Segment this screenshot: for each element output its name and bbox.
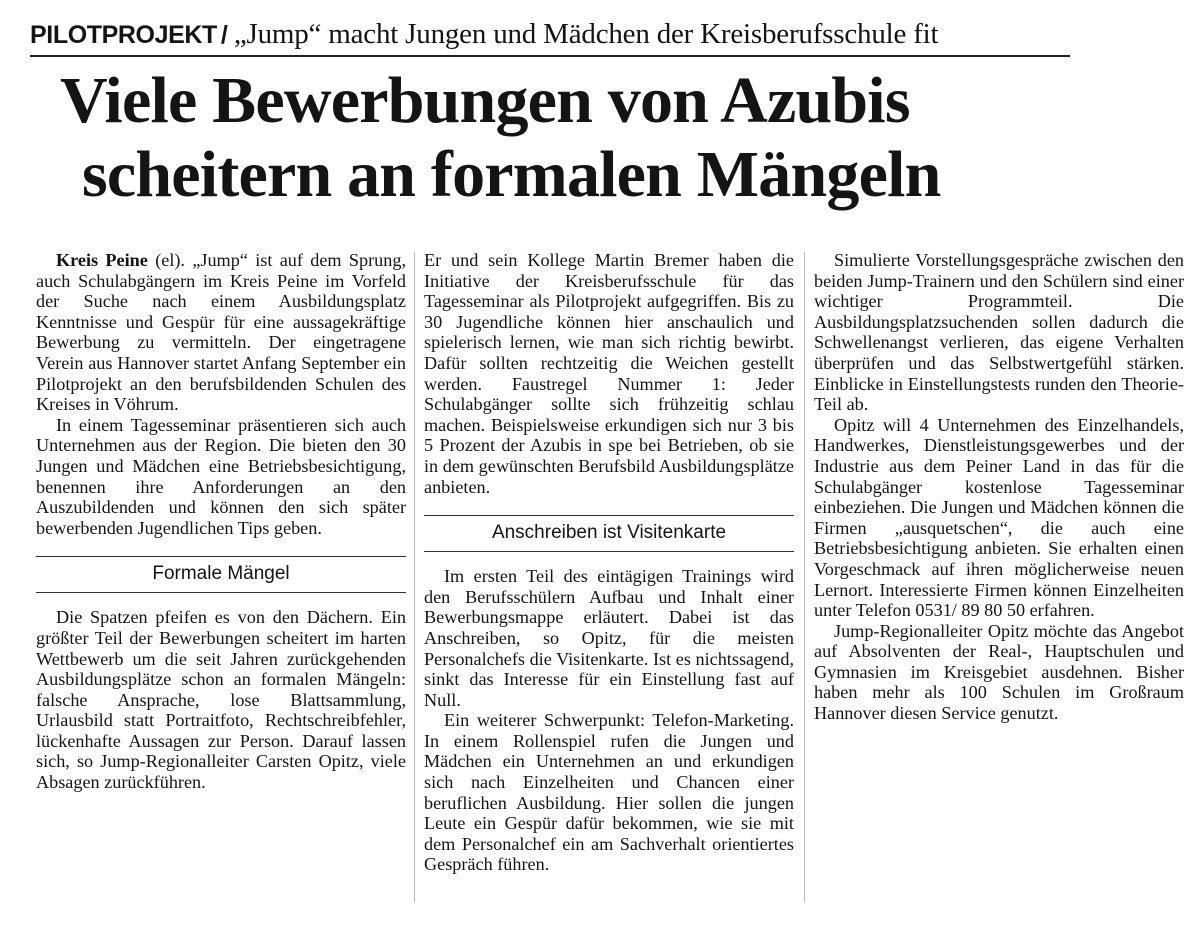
column-3 (814, 250, 1184, 724)
headline (60, 64, 1200, 212)
paragraph: Er und sein Kollege Martin Bremer haben die Initiative der Kreisberufsschule für das Tagesseminar als Pilotprojekt aufgegriffen. Bis zu 30 Jugendliche können hier anschaulich und spielerisch lernen, wie man sich richtig bewirbt. Dafür sollten rechtzeitig die Weichen gestellt werden. Faustregel Nummer 1: Jeder Schulabgänger sollte sich frühzeitig schlau machen. Beispielsweise erkundigen sich nur 3 bis 5 Prozent der Azubis in spe bei Betrieben, ob sie in dem gewünschten Berufsbild Ausbildungsplätze anbieten. (424, 250, 794, 497)
column-2 (424, 250, 794, 875)
column-divider (414, 252, 415, 902)
paragraph: Im ersten Teil des eintägigen Trainings wird den Berufsschülern Aufbau und Inhalt einer Bewerbungsmappe erläutert. Dabei ist das Anschreiben, so Opitz, für die meisten Personalchefs die Visitenkarte. Ist es nichtssagend, sinkt das Interesse für ein Einstellung fast auf Null. (424, 566, 794, 710)
kicker-line (30, 14, 1070, 54)
kicker-separator: / (220, 21, 228, 49)
paragraph: Ein weiterer Schwerpunkt: Telefon-Marketing. In einem Rollenspiel rufen die Jungen und Mädchen ein Unternehmen an und erkundigen sich nach Einzelheiten und Chancen einer beruflichen Ausbildung. Hier sollen die jungen Leute ein Gespür dafür bekommen, wie sie mit dem Personalchef ein am Sachverhalt orientiertes Gespräch führen. (424, 710, 794, 875)
paragraph-text: „Jump“ ist auf dem Sprung, auch Schulabgängern im Kreis Peine im Vorfeld der Suche nach einem Ausbildungsplatz Kenntnisse und Gespür für eine aussagekräftige Bewerbung zu vermitteln. Der eingetragene Verein aus Hannover startet Anfang September ein Pilotprojekt an den berufsbildenden Schulen des Kreises in Vöhrum. (36, 250, 406, 415)
paragraph: Opitz will 4 Unternehmen des Einzelhandels, Handwerkes, Dienstleistungsgewerbes und der Industrie aus dem Peiner Land in das für die Schulabgänger kostenlose Tagesseminar einbeziehen. Die Jungen und Mädchen können die Firmen „ausquetschen“, die auch eine Betriebsbesichtigung anbieten. Sie erhalten einen Vorgeschmack auf ihren möglicherweise neuen Lernort. Interessierte Firmen können Einzelheiten unter Telefon 0531/ 89 80 50 erfahren. (814, 414, 1184, 621)
paragraph: Jump-Regionalleiter Opitz möchte das Angebot auf Absolventen der Real-, Hauptschulen und Gymnasien im Kreisgebiet ausdehnen. Bisher haben mehr als 100 Schulen im Großraum Hannover diesen Service genutzt. (814, 620, 1184, 724)
headline-line-1: Viele Bewerbungen von Azubis (60, 64, 910, 137)
kicker-label: PILOTPROJEKT (30, 21, 217, 49)
paragraph: In einem Tagesseminar präsentieren sich auch Unternehmen aus der Region. Die bieten den 30 Jungen und Mädchen eine Betriebsbesichtigung, benennen ihre Anforderungen an den Auszubildenden und können den sich später bewerbenden Jugendlichen Tips geben. (36, 414, 406, 538)
byline: (el). (155, 250, 185, 270)
headline-line-2: scheitern an formalen Mängeln (82, 138, 941, 211)
kicker-text: „Jump“ macht Jungen und Mädchen der Kreisberufsschule fit (233, 18, 939, 50)
dateline: Kreis Peine (56, 250, 148, 270)
subheading: Anschreiben ist Visitenkarte (424, 515, 794, 552)
subheading: Formale Mängel (36, 556, 406, 593)
paragraph: Die Spatzen pfeifen es von den Dächern. Ein größter Teil der Bewerbungen scheitert im harten Wettbewerb um die seit Jahren zurückgehenden Ausbildungsplätze schon an formalen Mängeln: falsche Ansprache, lose Blattsammlung, Urlausbild statt Portraitfoto, Rechtschreibfehler, lückenhafte Aussagen zur Person. Darauf lassen sich, so Jump-Regionalleiter Carsten Opitz, viele Absagen zurückführen. (36, 607, 406, 793)
paragraph (36, 250, 406, 415)
paragraph: Simulierte Vorstellungsgespräche zwischen den beiden Jump-Trainern und den Schülern sind einer wichtiger Programmteil. Die Ausbildungsplatzsuchenden sollen dadurch die Schwellenangst verlieren, das eigene Verhalten überprüfen und das Selbstwertgefühl stärken. Einblicke in Einstellungstests runden den Theorie-Teil ab. (814, 250, 1184, 415)
column-divider (804, 252, 805, 902)
column-1 (36, 250, 406, 793)
kicker-underline (30, 55, 1070, 57)
